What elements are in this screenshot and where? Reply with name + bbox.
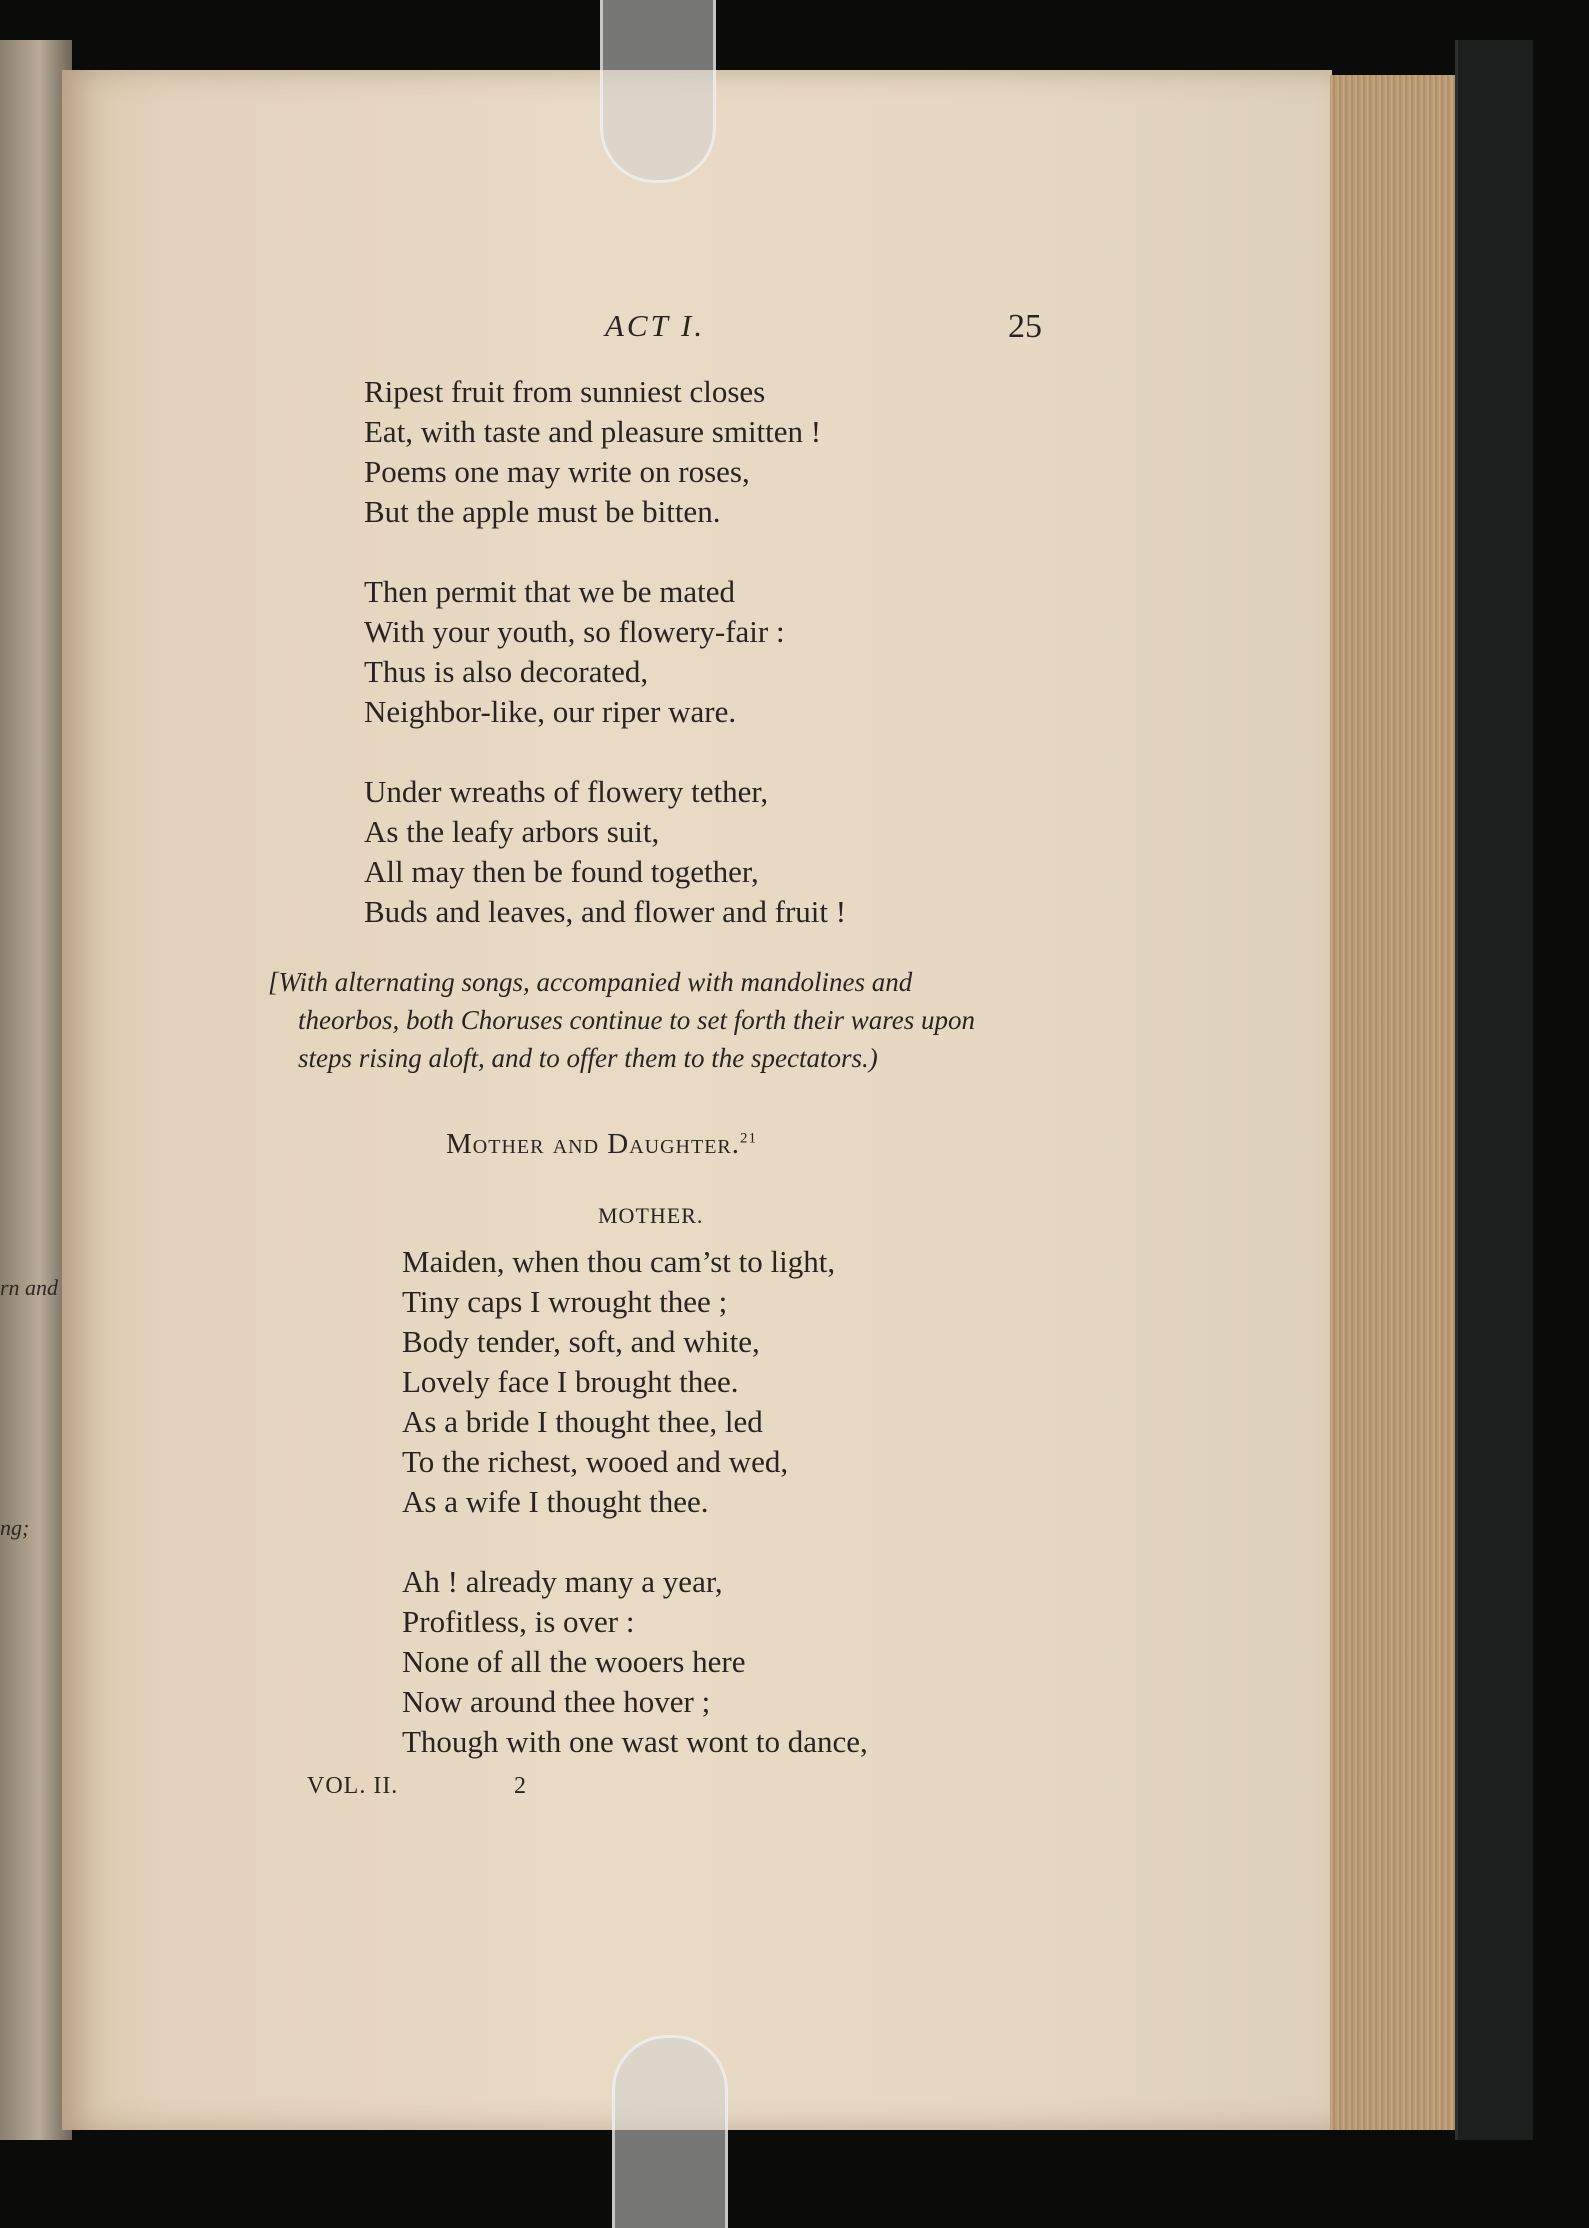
verse-line: None of all the wooers here bbox=[402, 1644, 746, 1679]
verse-line: But the apple must be bitten. bbox=[364, 494, 721, 529]
section-title: Mother and Daughter. bbox=[446, 1128, 741, 1160]
signature-mark: VOL. II. bbox=[307, 1773, 399, 1799]
verse-line: All may then be found together, bbox=[364, 854, 759, 889]
verse-line: With your youth, so flowery-fair : bbox=[364, 614, 785, 649]
left-page-fragment: rn and bbox=[0, 1275, 59, 1300]
verse-line: Tiny caps I wrought thee ; bbox=[402, 1284, 728, 1319]
verse-line: Now around thee hover ; bbox=[402, 1684, 711, 1719]
section-heading bbox=[446, 1128, 757, 1161]
stanza bbox=[402, 1242, 835, 1522]
stage-direction-line: steps rising aloft, and to offer them to the spectators.) bbox=[298, 1043, 878, 1073]
verse-line: Then permit that we be mated bbox=[364, 574, 736, 609]
footnote-marker: 21 bbox=[740, 1130, 758, 1147]
stanza bbox=[402, 1562, 868, 1762]
verse-line: Though with one wast wont to dance, bbox=[402, 1724, 868, 1759]
stanza bbox=[364, 772, 846, 932]
verse-line: Poems one may write on roses, bbox=[364, 454, 750, 489]
running-head: ACT I. bbox=[605, 308, 706, 343]
verse-line: Lovely face I brought thee. bbox=[402, 1364, 739, 1399]
verse-line: Thus is also decorated, bbox=[364, 654, 649, 689]
verse-line: Eat, with taste and pleasure smitten ! bbox=[364, 414, 822, 449]
page-clip-bottom bbox=[612, 2035, 728, 2228]
verse-line: As a wife I thought thee. bbox=[402, 1484, 709, 1519]
verse-line: Under wreaths of flowery tether, bbox=[364, 774, 769, 809]
verse-line: Neighbor-like, our riper ware. bbox=[364, 694, 737, 729]
page-clip-top bbox=[600, 0, 716, 183]
stage-direction bbox=[268, 963, 1068, 1077]
speaker-label: MOTHER. bbox=[598, 1203, 704, 1228]
verse-line: Ah ! already many a year, bbox=[402, 1564, 723, 1599]
verse-line: To the richest, wooed and wed, bbox=[402, 1444, 789, 1479]
verse-line: Body tender, soft, and white, bbox=[402, 1324, 760, 1359]
verse-line: Profitless, is over : bbox=[402, 1604, 635, 1639]
verse-line: Ripest fruit from sunniest closes bbox=[364, 374, 766, 409]
book-cover bbox=[1455, 40, 1533, 2140]
stage-direction-line: [With alternating songs, accompanied with mandolines and bbox=[268, 967, 913, 997]
stage-direction-line: theorbos, both Choruses continue to set forth their wares upon bbox=[298, 1005, 975, 1035]
verse-line: As a bride I thought thee, led bbox=[402, 1404, 763, 1439]
stanza bbox=[364, 572, 785, 732]
page-number: 25 bbox=[1008, 308, 1042, 345]
signature-number: 2 bbox=[514, 1773, 526, 1799]
stanza bbox=[364, 372, 821, 532]
verse-line: As the leafy arbors suit, bbox=[364, 814, 660, 849]
verse-line: Maiden, when thou cam’st to light, bbox=[402, 1244, 836, 1279]
page-edges bbox=[1330, 75, 1460, 2130]
left-page-fragment: ng; bbox=[0, 1515, 30, 1540]
verse-line: Buds and leaves, and flower and fruit ! bbox=[364, 894, 847, 929]
